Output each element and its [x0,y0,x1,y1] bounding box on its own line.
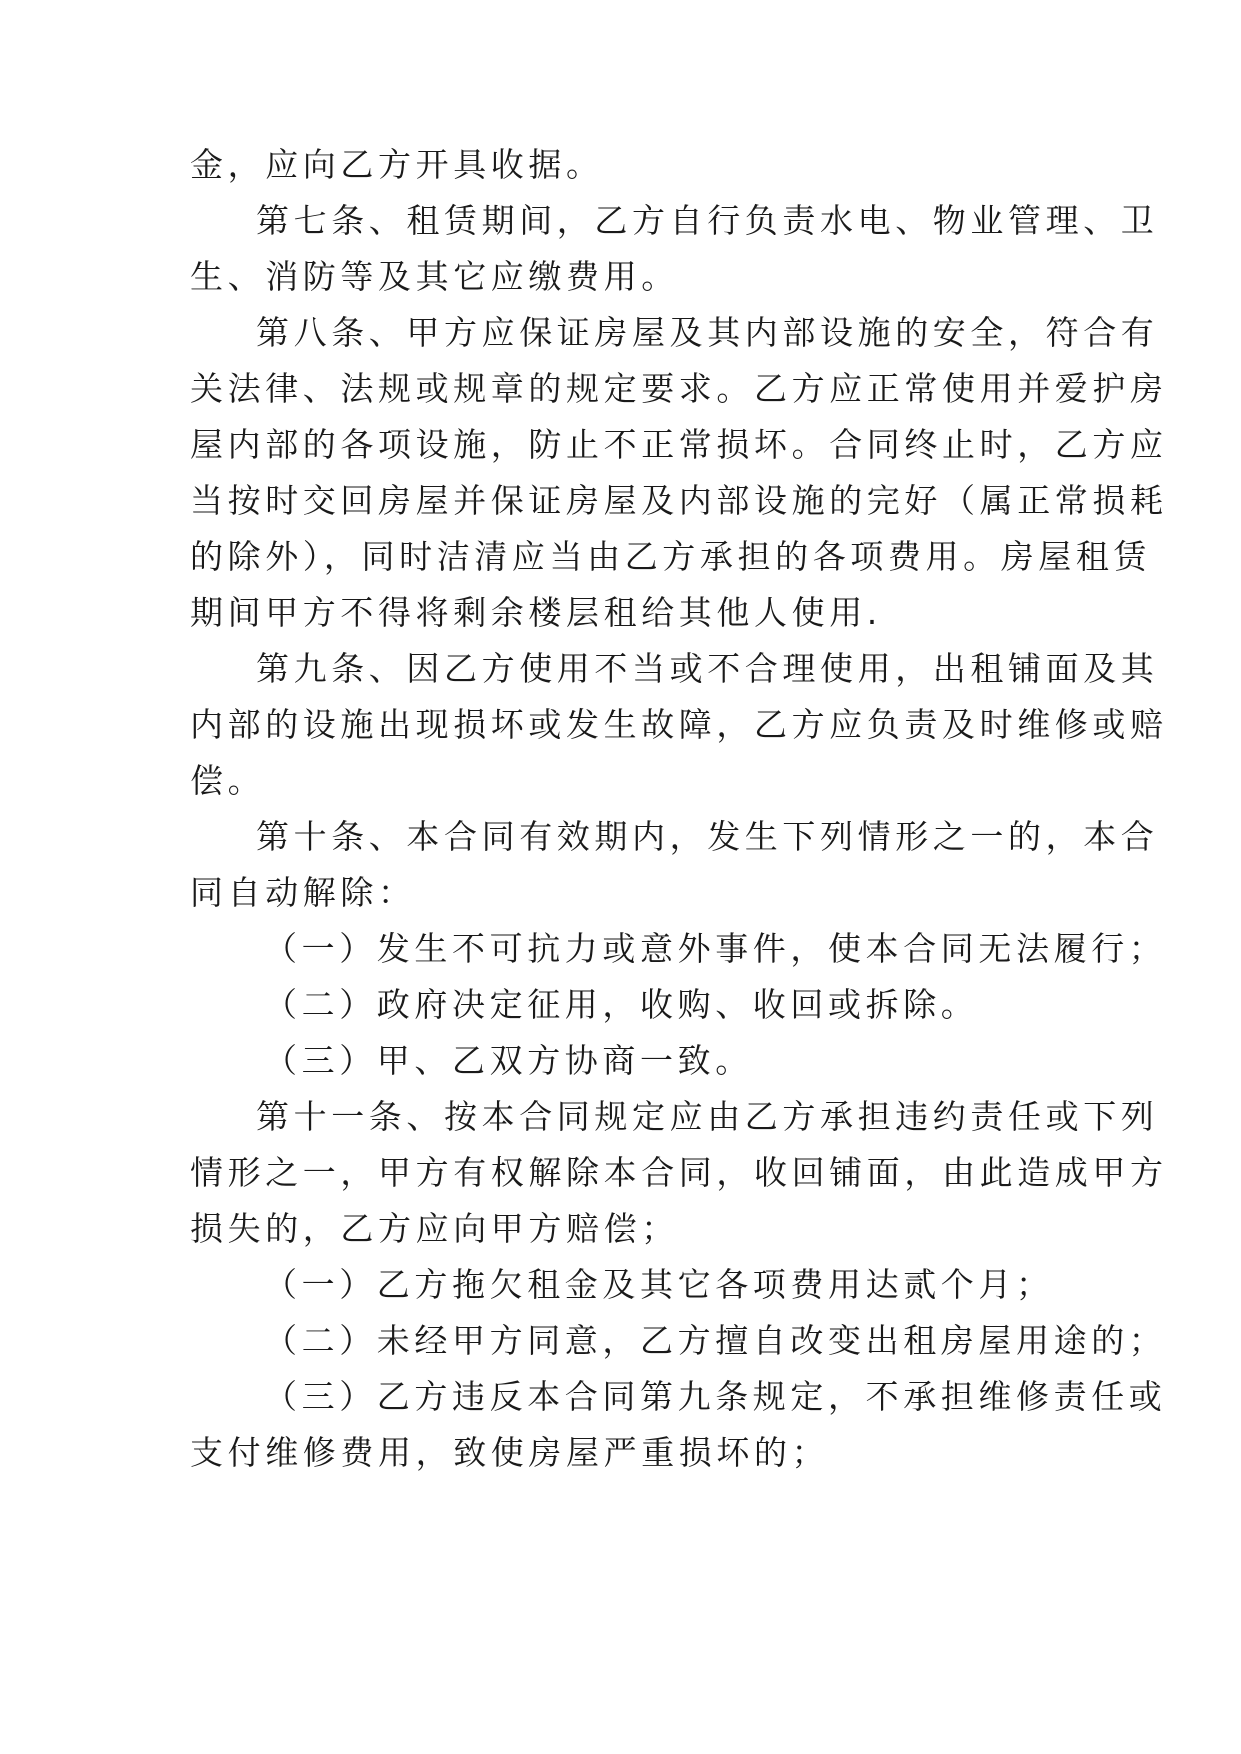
clause-9-line-3: 偿。 [190,761,266,800]
clause-10-item-1: （一）发生不可抗力或意外事件，使本合同无法履行； [264,929,1167,968]
clause-11-item-3: （三）乙方违反本合同第九条规定，不承担维修责任或 [264,1377,1167,1416]
clause-10-item-3: （三）甲、乙双方协商一致。 [264,1041,753,1080]
clause-8-line-6: 期间甲方不得将剩余楼层租给其他人使用. [190,593,882,632]
clause-8-line-1: 第八条、甲方应保证房屋及其内部设施的安全，符合有 [256,313,1159,352]
clause-9-line-1: 第九条、因乙方使用不当或不合理使用，出租铺面及其 [256,649,1159,688]
clause-8-line-5: 的除外），同时洁清应当由乙方承担的各项费用。房屋租赁 [190,537,1152,576]
clause-11-line-2: 情形之一，甲方有权解除本合同，收回铺面，由此造成甲方 [190,1153,1168,1192]
text-line-1: 金，应向乙方开具收据。 [190,145,604,184]
clause-11-item-2: （二）未经甲方同意，乙方擅自改变出租房屋用途的； [264,1321,1167,1360]
clause-10-item-2: （二）政府决定征用，收购、收回或拆除。 [264,985,979,1024]
clause-8-line-4: 当按时交回房屋并保证房屋及内部设施的完好（属正常损耗 [190,481,1168,520]
clause-11-line-1: 第十一条、按本合同规定应由乙方承担违约责任或下列 [256,1097,1159,1136]
clause-11-item-1: （一）乙方拖欠租金及其它各项费用达贰个月； [264,1265,1054,1304]
clause-10-line-1: 第十条、本合同有效期内，发生下列情形之一的，本合 [256,817,1159,856]
clause-7-line-1: 第七条、租赁期间，乙方自行负责水电、物业管理、卫 [256,201,1159,240]
clause-11-item-3-cont: 支付维修费用，致使房屋严重损坏的； [190,1433,830,1472]
clause-8-line-3: 屋内部的各项设施，防止不正常损坏。合同终止时，乙方应 [190,425,1168,464]
clause-11-line-3: 损失的，乙方应向甲方赔偿； [190,1209,679,1248]
clause-10-line-2: 同自动解除： [190,873,416,912]
clause-7-line-2: 生、消防等及其它应缴费用。 [190,257,679,296]
clause-8-line-2: 关法律、法规或规章的规定要求。乙方应正常使用并爱护房 [190,369,1168,408]
clause-9-line-2: 内部的设施出现损坏或发生故障，乙方应负责及时维修或赔 [190,705,1168,744]
